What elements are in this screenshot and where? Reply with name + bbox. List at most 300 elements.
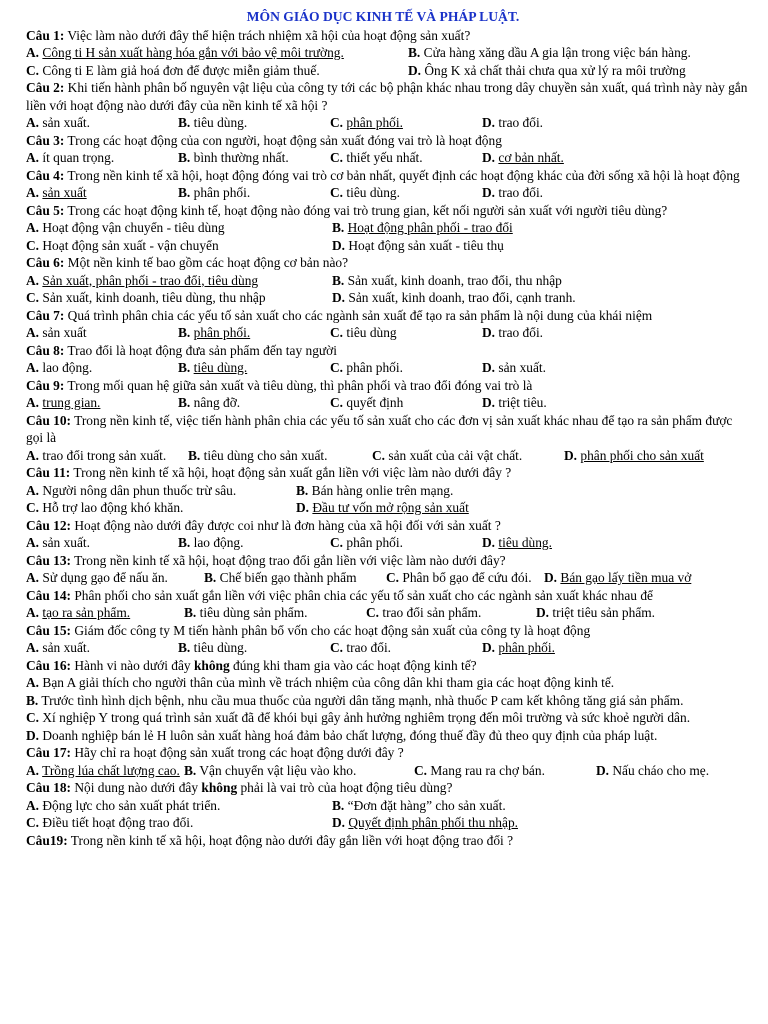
question-5-stem [18, 202, 748, 220]
question-13-stem [18, 552, 748, 570]
option-letter: C. [26, 710, 40, 725]
answer-options [18, 534, 748, 552]
option-letter: C. [386, 570, 400, 585]
option-letter: C. [330, 150, 344, 165]
option-letter: C. [26, 815, 40, 830]
question-text: Hoạt động nào dưới đây được coi như là đơn hàng của xã hội đối với sản xuất ? [71, 517, 501, 533]
option-text: sản xuất. [42, 115, 90, 130]
question-text: Quá trình phân chia các yếu tố sản xuất cho các ngành sản xuất để tạo ra sản phẩm là nội dung của khái niệm [64, 307, 653, 323]
answer-option [26, 149, 178, 167]
option-text: tiêu dùng cho sản xuất. [203, 447, 328, 463]
question-11 [18, 464, 748, 517]
page-title: MÔN GIÁO DỤC KINH TẾ VÀ PHÁP LUẬT. [246, 9, 520, 24]
answer-option [482, 149, 564, 167]
option-letter: C. [330, 640, 344, 655]
option-text: phân phối. [193, 185, 251, 200]
option-text: phân phối. [346, 115, 403, 130]
question-10-stem [18, 412, 748, 447]
answer-option [330, 149, 482, 167]
option-letter: B. [332, 272, 345, 288]
option-text: phân phối cho sản xuất [580, 447, 704, 463]
answer-option [26, 482, 296, 500]
option-text: Quyết định phân phối thu nhập. [348, 815, 518, 830]
option-letter: B. [178, 150, 191, 165]
option-text: tiêu dùng sản phẩm. [199, 605, 308, 620]
answer-option [332, 272, 562, 290]
question-number: Câu 3: [26, 132, 65, 148]
answer-options [18, 359, 748, 377]
option-text: Sản xuất, kinh doanh, tiêu dùng, thu nhập [42, 290, 266, 305]
option-text: Người nông dân phun thuốc trừ sâu. [42, 482, 237, 498]
option-letter: A. [26, 272, 40, 288]
option-letter: A. [26, 45, 40, 60]
answer-option [178, 359, 330, 377]
option-text: Hoạt động vận chuyển - tiêu dùng [42, 220, 225, 235]
answer-option [188, 447, 372, 465]
option-text: Hoạt động sản xuất - tiêu thụ [348, 237, 504, 253]
option-text: thiết yếu nhất. [346, 150, 423, 165]
answer-options [18, 762, 748, 780]
option-text: Đầu tư vốn mở rộng sản xuất [312, 500, 469, 515]
option-letter: B. [204, 570, 217, 585]
answer-option [332, 289, 576, 307]
option-letter: B. [178, 395, 191, 410]
option-text: Bạn A giải thích cho người thân của mình về trách nhiệm của công dân khi tham gia các hoạt động kinh tế. [42, 675, 615, 690]
option-letter: A. [26, 605, 40, 620]
option-text: Cửa hàng xăng dầu A gia lận trong việc bán hàng. [423, 45, 691, 60]
option-text: Sản xuất, kinh doanh, trao đổi, thu nhập [347, 272, 562, 288]
question-text: phải là vai trò của hoạt động tiêu dùng? [237, 780, 453, 795]
option-letter: B. [178, 535, 191, 550]
question-15 [18, 622, 748, 657]
option-letter: D. [482, 640, 496, 655]
question-list [18, 27, 748, 657]
question-16 [18, 657, 748, 745]
question-2 [18, 79, 748, 132]
answer-option [482, 324, 543, 342]
answer-option [26, 814, 332, 832]
option-letter: B. [26, 692, 39, 708]
option-text: tiêu dùng. [193, 640, 248, 655]
answer-option [184, 604, 366, 622]
question-number: Câu 5: [26, 202, 65, 218]
option-text: nâng đỡ. [193, 395, 241, 410]
option-letter: D. [332, 237, 346, 253]
answer-options [18, 814, 748, 832]
option-letter: C. [26, 500, 40, 515]
question-16-stem [18, 657, 748, 675]
option-letter: A. [26, 797, 40, 813]
question-9-stem [18, 377, 748, 395]
option-letter: D. [482, 150, 496, 165]
answer-option [482, 534, 552, 552]
question-number: Câu 6: [26, 255, 65, 270]
option-letter: D. [564, 447, 578, 463]
option-letter: B. [178, 185, 191, 200]
question-1 [18, 27, 748, 80]
option-text: Bán gạo lấy tiền mua vở [560, 570, 692, 585]
option-text: bình thường nhất. [193, 150, 289, 165]
option-text: Mang rau ra chợ bán. [430, 762, 545, 778]
option-letter: A. [26, 640, 40, 655]
answer-option [296, 482, 453, 500]
question-18-stem [18, 779, 748, 797]
option-letter: A. [26, 447, 40, 463]
option-letter: D. [332, 290, 346, 305]
option-letter: A. [26, 395, 40, 410]
option-letter: B. [332, 797, 345, 813]
question-text: Việc làm nào dưới đây thể hiện trách nhiệm xã hội của hoạt động sản xuất? [64, 27, 471, 43]
option-text: trao đổi trong sản xuất. [42, 447, 167, 463]
answer-option [26, 272, 332, 290]
option-text: Vận chuyển vật liệu vào kho. [199, 762, 357, 778]
option-text: triệt tiêu sản phẩm. [552, 605, 656, 620]
answer-option [18, 692, 748, 710]
option-letter: A. [26, 535, 40, 550]
option-text: Doanh nghiệp bán lẻ H luôn sản xuất hàng hoá đảm bảo chất lượng, đóng thuế đầy đủ theo quy định của pháp luật. [42, 727, 658, 743]
answer-option [178, 149, 330, 167]
option-text: Điều tiết hoạt động trao đổi. [42, 815, 194, 830]
option-text: tiêu dùng [346, 325, 397, 340]
option-letter: B. [178, 115, 191, 130]
option-text: Sử dụng gạo để nấu ăn. [42, 570, 168, 585]
answer-option [330, 639, 482, 657]
option-text: phân phối. [346, 360, 403, 375]
answer-option [482, 114, 543, 132]
answer-options [18, 272, 748, 290]
option-letter: D. [482, 115, 496, 130]
question-15-stem [18, 622, 748, 640]
question-6-stem [18, 254, 748, 272]
option-letter: D. [26, 727, 40, 743]
option-text: lao động. [193, 535, 244, 550]
answer-option [386, 569, 544, 587]
question-7 [18, 307, 748, 342]
answer-options [18, 639, 748, 657]
answer-option [178, 184, 330, 202]
answer-option [178, 394, 330, 412]
option-text: cơ bản nhất. [498, 150, 564, 165]
option-text: Sản xuất, kinh doanh, trao đổi, cạnh tranh. [348, 290, 576, 305]
option-letter: C. [26, 237, 40, 253]
answer-option [26, 359, 178, 377]
option-text: trung gian. [42, 395, 101, 410]
question-number: Câu 14: [26, 587, 72, 603]
option-text: sản xuất [42, 325, 87, 340]
answer-option [332, 814, 518, 832]
option-text: trao đổi sản phẩm. [382, 605, 482, 620]
option-letter: A. [26, 482, 40, 498]
option-letter: B. [178, 360, 191, 375]
answer-option [18, 674, 748, 692]
question-text: Nội dung nào dưới đây [71, 780, 202, 795]
answer-options [18, 44, 748, 62]
option-text: triệt tiêu. [498, 395, 547, 410]
option-letter: D. [544, 570, 558, 585]
answer-options [18, 394, 748, 412]
question-number: Câu 8: [26, 342, 65, 358]
question-text: Trong nền kinh tế xã hội, hoạt động trao đổi gắn liền với việc làm nào dưới đây? [71, 552, 506, 568]
question-14-stem [18, 587, 748, 605]
question-number: Câu 16: [26, 657, 72, 673]
question-8-stem [18, 342, 748, 360]
option-letter: C. [330, 115, 344, 130]
question-text: Trong nền kinh tế xã hội, hoạt động nào dưới đây gắn liền với hoạt động trao đổi ? [67, 832, 514, 848]
option-text: sản xuất của cải vật chất. [388, 447, 523, 463]
answer-option [366, 604, 536, 622]
option-letter: D. [482, 185, 496, 200]
option-text: Ông K xả chất thải chưa qua xử lý ra môi trường [424, 62, 686, 78]
option-letter: B. [178, 640, 191, 655]
answer-option [544, 569, 691, 587]
option-text: lao động. [42, 360, 93, 375]
answer-option [330, 184, 482, 202]
question-text: đúng khi tham gia vào các hoạt động kinh tế? [229, 657, 477, 673]
option-text: “Đơn đặt hàng” cho sản xuất. [347, 797, 506, 813]
answer-options [18, 219, 748, 237]
option-text: phân phối. [346, 535, 403, 550]
option-text: Hoạt động phân phối - trao đổi [347, 220, 513, 235]
question-number: Câu 4: [26, 167, 65, 183]
option-text: Trước tình hình dịch bệnh, nhu cầu mua thuốc của người dân tăng mạnh, nhà thuốc P cam kết không tăng giá sản phẩm. [41, 692, 684, 708]
answer-options [18, 149, 748, 167]
answer-options [18, 797, 748, 815]
question-14 [18, 587, 748, 622]
option-letter: B. [296, 482, 309, 498]
question-number: Câu 2: [26, 80, 65, 95]
question-18 [18, 779, 748, 832]
answer-option [596, 762, 709, 780]
option-letter: C. [366, 605, 380, 620]
answer-option [330, 324, 482, 342]
answer-option [26, 237, 332, 255]
question-4-stem [18, 167, 748, 185]
option-letter: A. [26, 675, 40, 690]
question-text: Trong mối quan hệ giữa sản xuất và tiêu dùng, thì phân phối và trao đổi đóng vai trò là [64, 377, 533, 393]
option-letter: B. [178, 325, 191, 340]
option-text: quyết định [346, 395, 404, 410]
question-text: Trong nền kinh tế xã hội, hoạt động đóng vai trò cơ bản nhất, quyết định các hoạt động khác của đời sống xã hội là hoạt động [64, 167, 740, 183]
answer-option [332, 219, 513, 237]
answer-option [26, 569, 204, 587]
answer-option [332, 797, 506, 815]
answer-option [18, 727, 748, 745]
emphasis-word: không [193, 657, 230, 673]
option-letter: B. [188, 447, 201, 463]
option-letter: C. [330, 325, 344, 340]
question-8 [18, 342, 748, 377]
answer-option [184, 762, 414, 780]
question-13 [18, 552, 748, 587]
option-text: Công ti E làm giả hoá đơn để được miễn giảm thuế. [42, 62, 320, 78]
question-number: Câu19: [26, 832, 68, 848]
question-19 [18, 832, 748, 850]
answer-options [18, 324, 748, 342]
option-letter: A. [26, 570, 40, 585]
option-text: sản xuất. [42, 535, 90, 550]
option-text: phân phối. [498, 640, 555, 655]
question-12-stem [18, 517, 748, 535]
option-text: ít quan trọng. [42, 150, 115, 165]
answer-options [18, 569, 748, 587]
question-text: Trong nền kinh tế, việc tiến hành phân chia các yếu tố sản xuất cho các đơn vị sản xuất khác nhau để tạo ra sản phẩm được gọi là [26, 412, 733, 445]
question-text: Phân phối cho sản xuất gắn liền với việc phân chia các yếu tố sản xuất cho các ngành sản xuất khác nhau để [71, 587, 653, 603]
answer-option [26, 184, 178, 202]
answer-option [26, 44, 408, 62]
answer-option [482, 359, 546, 377]
question-text: Giám đốc công ty M tiến hành phân bổ vốn cho các hoạt động sản xuất của công ty là hoạt động [71, 622, 591, 638]
option-text: phân phối. [193, 325, 251, 340]
question-10 [18, 412, 748, 465]
option-letter: C. [330, 395, 344, 410]
option-text: trao đổi. [498, 185, 544, 200]
question-text: Trao đổi là hoạt động đưa sản phẩm đến tay người [64, 342, 337, 358]
answer-option [26, 289, 332, 307]
option-letter: B. [332, 220, 345, 235]
question-17 [18, 744, 748, 779]
answer-options [18, 114, 748, 132]
answer-option [372, 447, 564, 465]
answer-option [26, 639, 178, 657]
answer-options [18, 289, 748, 307]
answer-option [178, 534, 330, 552]
option-letter: D. [482, 325, 496, 340]
answer-option [178, 324, 330, 342]
question-number: Câu 1: [26, 27, 65, 43]
option-letter: D. [482, 535, 496, 550]
answer-option [26, 114, 178, 132]
answer-options [18, 499, 748, 517]
option-text: tạo ra sản phẩm. [42, 605, 131, 620]
question-text: Hành vi nào dưới đây [71, 657, 194, 673]
answer-option [26, 219, 332, 237]
option-letter: C. [26, 62, 40, 78]
question-number: Câu 7: [26, 307, 65, 323]
option-letter: A. [26, 762, 40, 778]
option-letter: D. [408, 62, 422, 78]
option-letter: C. [26, 290, 40, 305]
question-number: Câu 15: [26, 622, 72, 638]
question-9 [18, 377, 748, 412]
answer-option [26, 534, 178, 552]
option-letter: D. [296, 500, 310, 515]
question-2-stem [18, 79, 748, 114]
question-4 [18, 167, 748, 202]
option-text: Phân bổ gạo để cứu đói. [402, 570, 532, 585]
emphasis-word: không [201, 780, 238, 795]
option-text: Hoạt động sản xuất - vận chuyển [42, 237, 219, 253]
option-letter: D. [332, 815, 346, 830]
answer-option [330, 114, 482, 132]
answer-option [408, 62, 686, 80]
question-number: Câu 12: [26, 517, 72, 533]
option-letter: A. [26, 325, 40, 340]
answer-option [296, 499, 469, 517]
answer-options [18, 482, 748, 500]
question-number: Câu 13: [26, 552, 72, 568]
option-letter: D. [482, 395, 496, 410]
option-letter: B. [408, 45, 421, 60]
question-text: Hãy chỉ ra hoạt động sản xuất trong các hoạt động dưới đây ? [71, 745, 404, 760]
option-text: Công ti H sản xuất hàng hóa gắn với bảo vệ môi trường. [42, 45, 344, 60]
answer-option [408, 44, 691, 62]
question-text: Trong các hoạt động của con người, hoạt động sản xuất đóng vai trò là hoạt động [64, 132, 502, 148]
answer-options [18, 184, 748, 202]
question-6 [18, 254, 748, 307]
option-text: trao đổi. [498, 115, 544, 130]
option-letter: A. [26, 220, 40, 235]
question-text: Một nền kinh tế bao gồm các hoạt động cơ bản nào? [64, 255, 349, 270]
option-text: Xí nghiệp Y trong quá trình sản xuất đã để khói bụi gây ảnh hưởng nghiêm trọng đến môi trường và sức khoẻ người dân. [42, 710, 691, 725]
answer-options [18, 237, 748, 255]
answer-option [178, 114, 330, 132]
question-3-stem [18, 132, 748, 150]
option-letter: C. [372, 447, 386, 463]
option-text: Trồng lúa chất lượng cao. [42, 762, 180, 778]
question-number: Câu 10: [26, 412, 72, 428]
option-letter: C. [330, 360, 344, 375]
option-letter: B. [184, 762, 197, 778]
answer-option [414, 762, 596, 780]
answer-option [204, 569, 386, 587]
question-7-stem [18, 307, 748, 325]
answer-option [26, 447, 188, 465]
question-11-stem [18, 464, 748, 482]
option-text: Sản xuất, phân phối - trao đổi, tiêu dùng [42, 272, 259, 288]
option-text: sản xuất. [42, 640, 90, 655]
option-text: tiêu dùng. [193, 360, 248, 375]
option-text: sản xuất. [498, 360, 546, 375]
answer-option [330, 394, 482, 412]
option-text: Bán hàng onlie trên mạng. [311, 482, 454, 498]
answer-option [26, 62, 408, 80]
option-text: tiêu dùng. [498, 535, 552, 550]
answer-option [26, 797, 332, 815]
option-text: tiêu dùng. [346, 185, 400, 200]
option-text: Nấu cháo cho mẹ. [612, 762, 710, 778]
option-letter: D. [536, 605, 550, 620]
option-letter: C. [330, 535, 344, 550]
answer-options [18, 447, 748, 465]
question-17-stem [18, 744, 748, 762]
option-letter: A. [26, 115, 40, 130]
option-text: Động lực cho sản xuất phát triển. [42, 797, 221, 813]
answer-option [26, 324, 178, 342]
option-letter: A. [26, 150, 40, 165]
question-12 [18, 517, 748, 552]
answer-options [18, 62, 748, 80]
option-text: tiêu dùng. [193, 115, 248, 130]
option-letter: A. [26, 360, 40, 375]
question-3 [18, 132, 748, 167]
answer-option [482, 184, 543, 202]
answer-option [332, 237, 504, 255]
option-letter: B. [184, 605, 197, 620]
option-text: trao đổi. [498, 325, 544, 340]
answer-option [330, 359, 482, 377]
option-letter: A. [26, 185, 40, 200]
answer-option [26, 499, 296, 517]
answer-options [18, 604, 748, 622]
answer-option [26, 762, 184, 780]
option-letter: D. [596, 762, 610, 778]
answer-option [482, 394, 547, 412]
question-5 [18, 202, 748, 255]
question-19-stem [18, 832, 748, 850]
question-number: Câu 17: [26, 745, 72, 760]
option-letter: C. [330, 185, 344, 200]
option-letter: D. [482, 360, 496, 375]
